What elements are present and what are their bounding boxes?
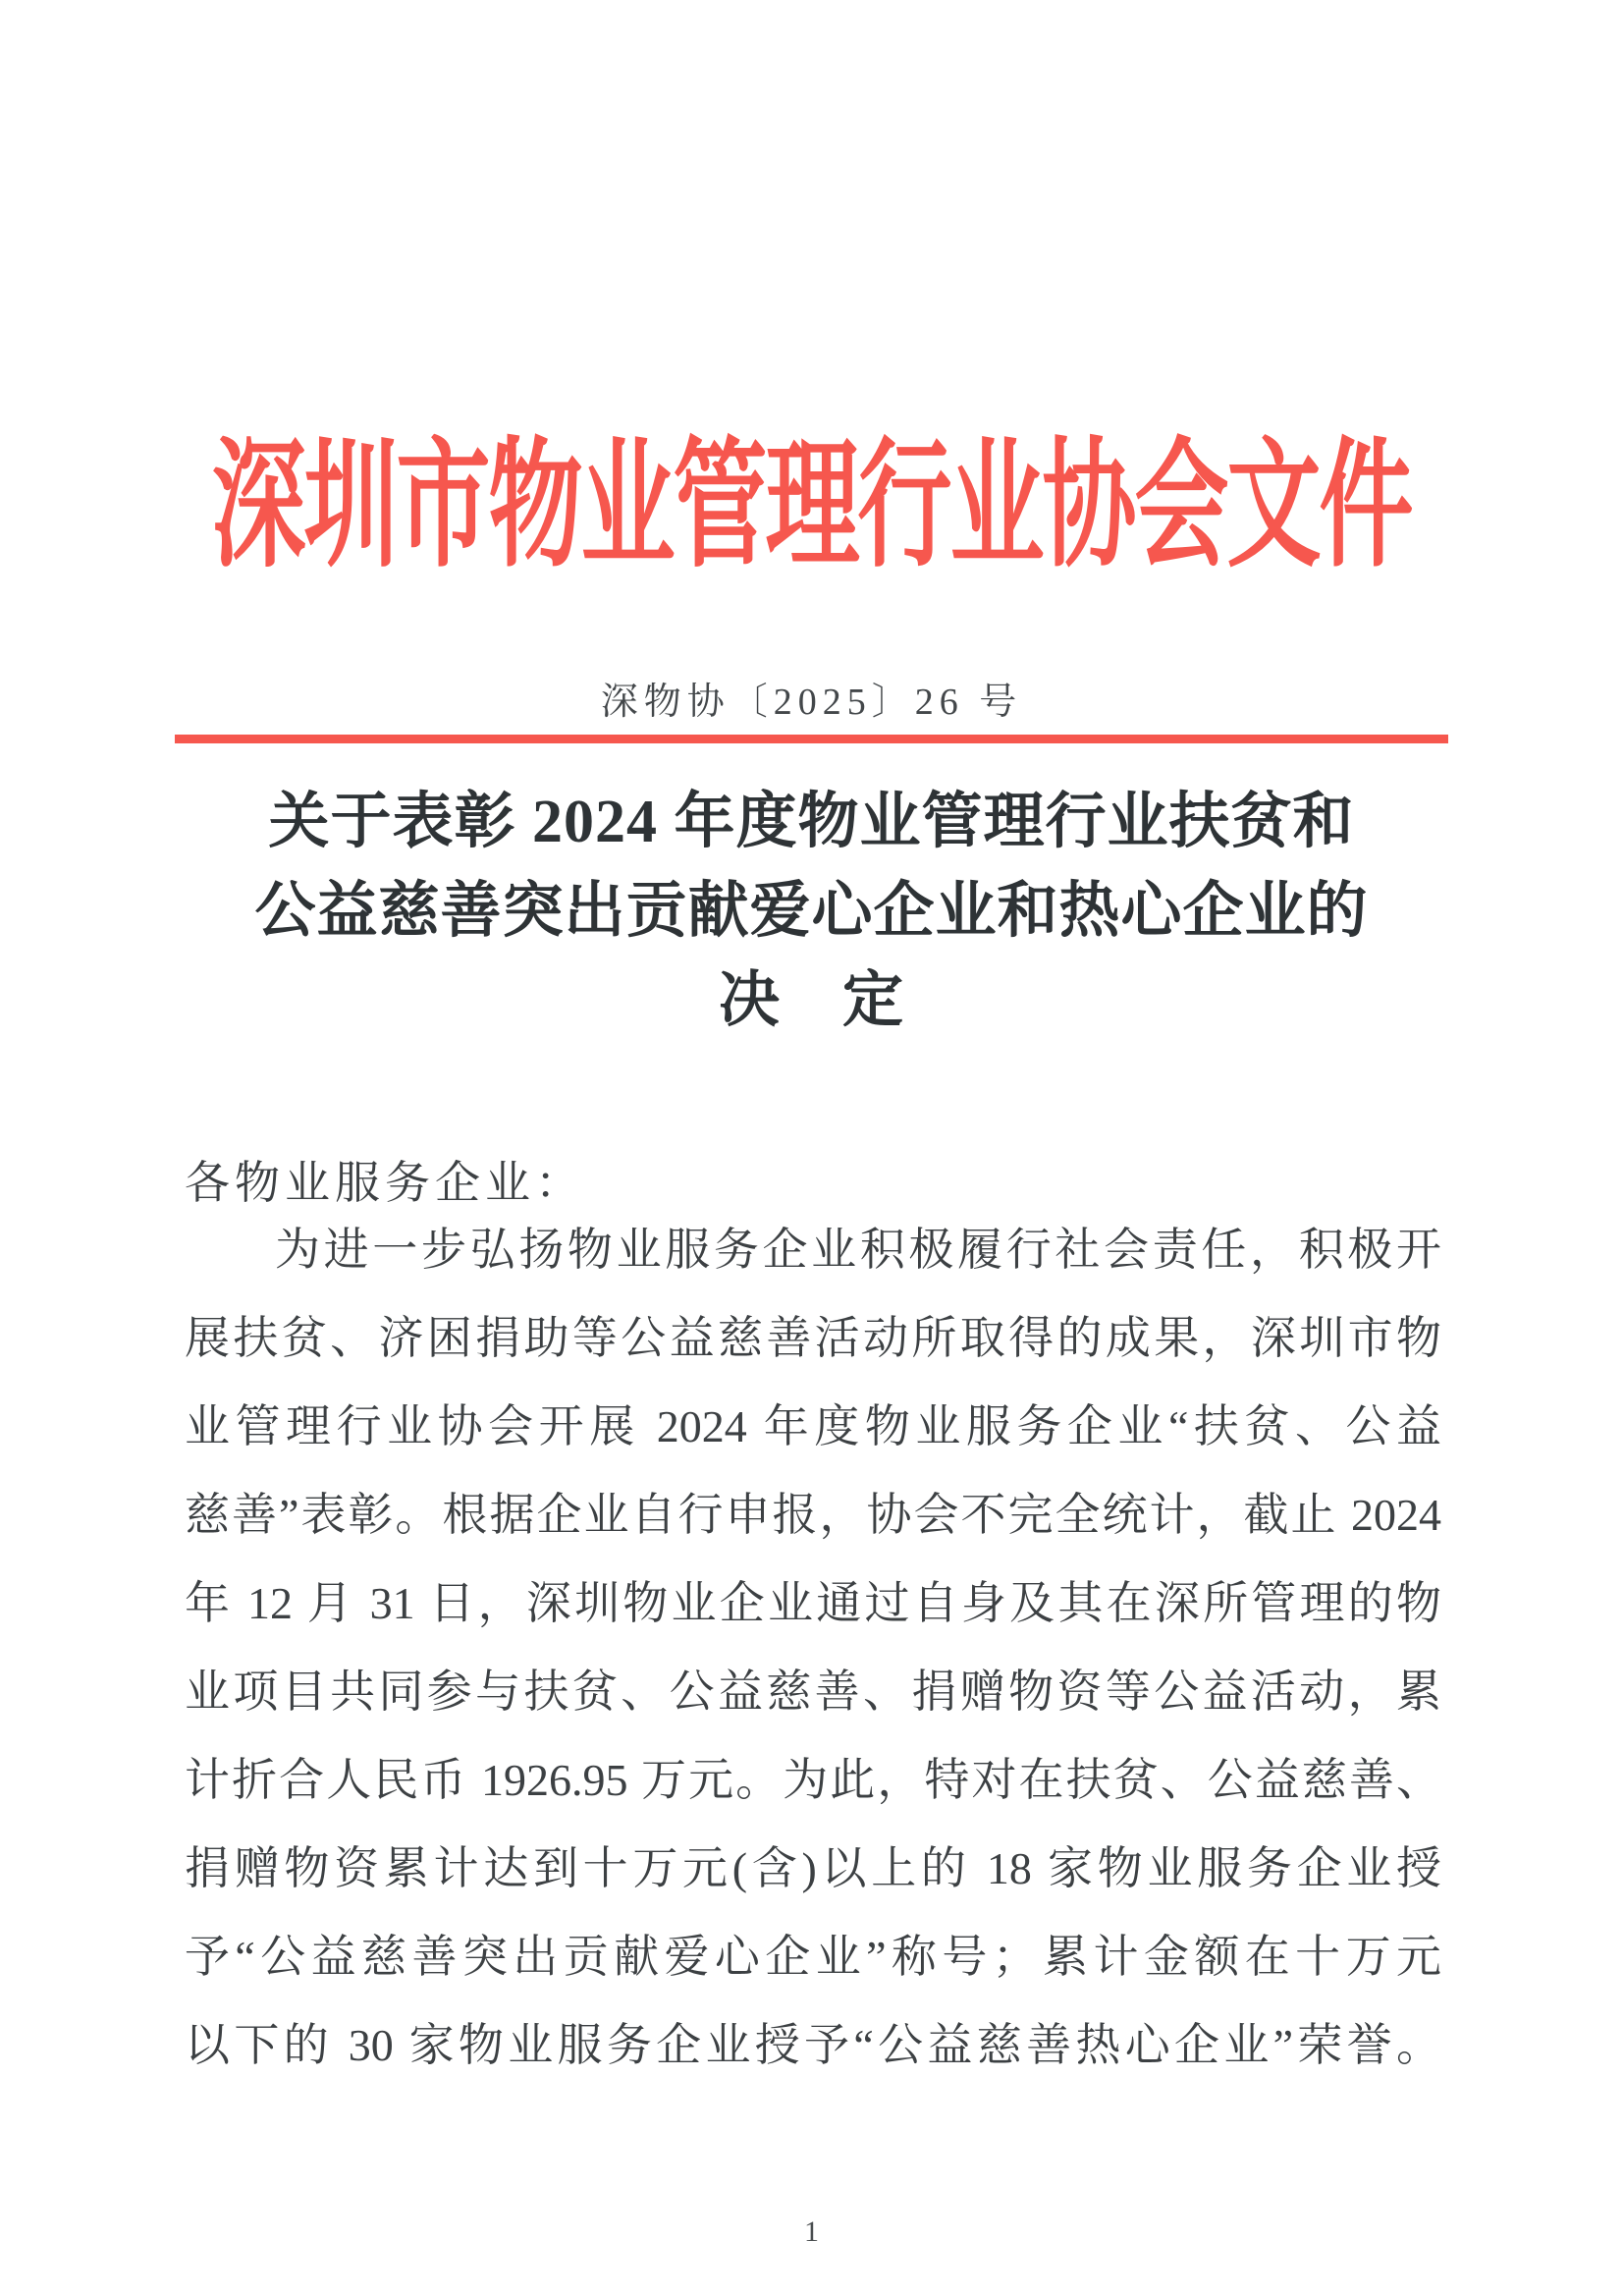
body-line-8: 捐赠物资累计达到十万元(含)以上的 18 家物业服务企业授: [185, 1843, 1441, 1893]
association-masthead-title: 深圳市物业管理行业协会文件: [211, 428, 1412, 584]
body-line-10: 以下的 30 家物业服务企业授予“公益慈善热心企业”荣誉。: [185, 2020, 1441, 2070]
body-line-3: 业管理行业协会开展 2024 年度物业服务企业“扶贫、公益: [185, 1401, 1441, 1451]
salutation: 各物业服务企业：: [185, 1158, 585, 1208]
document-title-line-2: 公益慈善突出贡献爱心企业和热心企业的: [254, 878, 1369, 945]
document-title-line-1: 关于表彰 2024 年度物业管理行业扶贫和: [268, 789, 1355, 855]
body-line-2: 展扶贫、济困捐助等公益慈善活动所取得的成果，深圳市物: [185, 1313, 1441, 1363]
red-divider-line: [175, 735, 1448, 743]
body-paragraph: [185, 1206, 1441, 2090]
body-line-6: 业项目共同参与扶贫、公益慈善、捐赠物资等公益活动，累: [185, 1667, 1441, 1717]
body-line-5: 年 12 月 31 日，深圳物业企业通过自身及其在深所管理的物: [185, 1578, 1441, 1628]
body-line-7: 计折合人民币 1926.95 万元。为此，特对在扶贫、公益慈善、: [185, 1755, 1441, 1805]
document-title: [0, 778, 1623, 1046]
body-line-1: 为进一步弘扬物业服务企业积极履行社会责任，积极开: [275, 1225, 1441, 1275]
page-number: 1: [804, 2215, 819, 2248]
document-title-line-3: 决 定: [718, 967, 904, 1034]
body-line-9: 予“公益慈善突出贡献爱心企业”称号；累计金额在十万元: [185, 1932, 1441, 1982]
document-reference-number: 深物协〔2025〕26 号: [600, 682, 1023, 723]
body-line-4: 慈善”表彰。根据企业自行申报，协会不完全统计，截止 2024: [185, 1490, 1441, 1540]
